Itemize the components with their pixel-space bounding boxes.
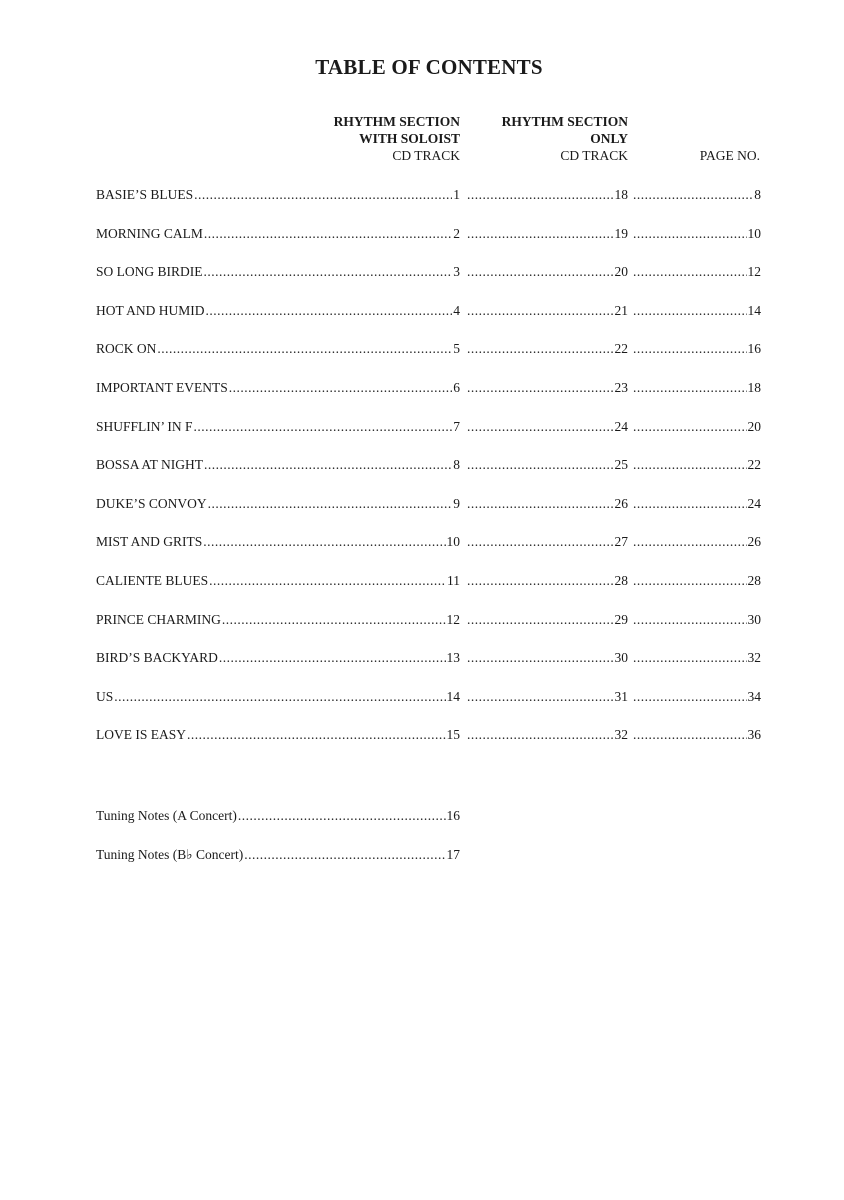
toc-row xyxy=(0,340,844,358)
toc-entry-title[interactable]: BIRD’S BACKYARD xyxy=(96,650,218,666)
toc-page-cell xyxy=(632,225,761,243)
dot-leader xyxy=(467,572,614,590)
toc-entry-title[interactable]: ROCK ON xyxy=(96,341,157,357)
dot-leader xyxy=(467,418,614,436)
rhythm-track-number: 26 xyxy=(614,495,628,511)
header-page xyxy=(640,147,760,164)
header-rhythm-line1: RHYTHM SECTION xyxy=(501,114,628,129)
toc-rhythm-cell xyxy=(466,726,628,744)
header-soloist xyxy=(280,113,460,164)
dot-leader xyxy=(467,456,614,474)
toc-soloist-cell xyxy=(96,649,460,667)
tuning-track-number: 17 xyxy=(446,847,460,862)
header-rhythm-line2: ONLY xyxy=(590,131,628,146)
tuning-entry-title[interactable]: Tuning Notes (B♭ Concert) xyxy=(96,847,244,862)
dot-leader xyxy=(219,649,446,667)
toc-page-cell xyxy=(632,302,761,320)
soloist-track-number: 3 xyxy=(453,264,460,280)
dot-leader xyxy=(467,533,614,551)
header-soloist-line2: WITH SOLOIST xyxy=(359,131,460,146)
toc-rhythm-cell xyxy=(466,688,628,706)
page-number: 26 xyxy=(747,534,761,550)
rhythm-track-number: 24 xyxy=(614,418,628,434)
toc-soloist-cell xyxy=(96,418,460,436)
tuning-cell xyxy=(96,807,460,825)
page-number: 24 xyxy=(747,495,761,511)
soloist-track-number: 14 xyxy=(446,688,460,704)
soloist-track-number: 5 xyxy=(453,341,460,357)
dot-leader xyxy=(194,186,452,204)
soloist-track-number: 2 xyxy=(453,225,460,241)
dot-leader xyxy=(467,225,614,243)
toc-soloist-cell xyxy=(96,533,460,551)
dot-leader xyxy=(633,726,747,744)
toc-row xyxy=(0,572,844,590)
header-rhythm xyxy=(448,113,628,164)
toc-entry-title[interactable]: PRINCE CHARMING xyxy=(96,611,221,627)
rhythm-track-number: 20 xyxy=(614,264,628,280)
toc-page-cell xyxy=(632,726,761,744)
rhythm-track-number: 32 xyxy=(614,727,628,743)
page-number: 34 xyxy=(747,688,761,704)
toc-entry-title[interactable]: HOT AND HUMID xyxy=(96,302,205,318)
dot-leader xyxy=(467,726,614,744)
toc-page-cell xyxy=(632,456,761,474)
dot-leader xyxy=(633,688,747,706)
toc-soloist-cell xyxy=(96,726,460,744)
toc-page-cell xyxy=(632,649,761,667)
soloist-track-number: 12 xyxy=(446,611,460,627)
toc-row xyxy=(0,263,844,281)
toc-page-cell xyxy=(632,572,761,590)
toc-page-cell xyxy=(632,340,761,358)
dot-leader xyxy=(633,611,747,629)
dot-leader xyxy=(467,688,614,706)
dot-leader xyxy=(633,533,747,551)
toc-rhythm-cell xyxy=(466,263,628,281)
toc-rhythm-cell xyxy=(466,572,628,590)
page-title: TABLE OF CONTENTS xyxy=(315,55,543,79)
toc-soloist-cell xyxy=(96,186,460,204)
dot-leader xyxy=(467,649,614,667)
tuning-row xyxy=(0,807,844,825)
toc-rhythm-cell xyxy=(466,418,628,436)
toc-entry-title[interactable]: SHUFFLIN’ IN F xyxy=(96,418,193,434)
toc-page-cell xyxy=(632,688,761,706)
page-number: 22 xyxy=(747,457,761,473)
dot-leader xyxy=(633,418,747,436)
page-number: 18 xyxy=(747,380,761,395)
toc-entry-title[interactable]: MIST AND GRITS xyxy=(96,534,203,550)
toc-rhythm-cell xyxy=(466,186,628,204)
toc-row xyxy=(0,688,844,706)
toc-soloist-cell xyxy=(96,688,460,706)
tuning-cell xyxy=(96,846,460,864)
toc-rhythm-cell xyxy=(466,611,628,629)
toc-rhythm-cell xyxy=(466,495,628,513)
dot-leader xyxy=(467,263,614,281)
toc-row xyxy=(0,649,844,667)
soloist-track-number: 11 xyxy=(447,573,460,588)
toc-rhythm-cell xyxy=(466,340,628,358)
rhythm-track-number: 30 xyxy=(614,650,628,666)
dot-leader xyxy=(467,186,614,204)
dot-leader xyxy=(633,572,747,590)
toc-soloist-cell xyxy=(96,225,460,243)
dot-leader xyxy=(633,379,747,397)
rhythm-track-number: 29 xyxy=(614,611,628,627)
toc-row xyxy=(0,302,844,320)
soloist-track-number: 10 xyxy=(446,534,460,550)
toc-soloist-cell xyxy=(96,572,460,590)
toc-row xyxy=(0,456,844,474)
dot-leader xyxy=(244,846,445,864)
toc-entry-title[interactable]: BOSSA AT NIGHT xyxy=(96,457,204,473)
header-soloist-line3: CD TRACK xyxy=(392,148,460,163)
dot-leader xyxy=(633,649,747,667)
dot-leader xyxy=(208,495,453,513)
soloist-track-number: 9 xyxy=(453,495,460,511)
toc-soloist-cell xyxy=(96,611,460,629)
page-number: 14 xyxy=(747,302,761,318)
toc-rhythm-cell xyxy=(466,533,628,551)
toc-entry-title[interactable]: SO LONG BIRDIE xyxy=(96,264,203,280)
toc-row xyxy=(0,533,844,551)
toc-soloist-cell xyxy=(96,263,460,281)
page-number: 28 xyxy=(747,573,761,588)
soloist-track-number: 15 xyxy=(446,727,460,743)
toc-page-cell xyxy=(632,418,761,436)
dot-leader xyxy=(467,611,614,629)
dot-leader xyxy=(222,611,446,629)
dot-leader xyxy=(194,418,453,436)
dot-leader xyxy=(633,225,747,243)
dot-leader xyxy=(467,340,614,358)
rhythm-track-number: 19 xyxy=(614,225,628,241)
toc-entry-title[interactable]: LOVE IS EASY xyxy=(96,727,186,743)
dot-leader xyxy=(204,263,453,281)
toc-soloist-cell xyxy=(96,495,460,513)
dot-leader xyxy=(633,340,747,358)
rhythm-track-number: 28 xyxy=(614,573,628,588)
toc-entry-title[interactable]: US xyxy=(96,688,114,704)
page-number: 36 xyxy=(747,727,761,743)
rhythm-track-number: 22 xyxy=(614,341,628,357)
page-number: 30 xyxy=(747,611,761,627)
dot-leader xyxy=(633,186,753,204)
soloist-track-number: 8 xyxy=(453,457,460,473)
toc-entry-title[interactable]: MORNING CALM xyxy=(96,225,203,241)
toc-row xyxy=(0,611,844,629)
toc-row xyxy=(0,186,844,204)
toc-rhythm-cell xyxy=(466,649,628,667)
toc-rhythm-cell xyxy=(466,379,628,397)
dot-leader xyxy=(229,379,453,397)
toc-page-cell xyxy=(632,263,761,281)
dot-leader xyxy=(633,495,747,513)
header-soloist-line1: RHYTHM SECTION xyxy=(333,114,460,129)
tuning-entry-title[interactable]: Tuning Notes (A Concert) xyxy=(96,808,237,823)
toc-soloist-cell xyxy=(96,302,460,320)
dot-leader xyxy=(467,495,614,513)
toc-row xyxy=(0,495,844,513)
dot-leader xyxy=(204,456,452,474)
rhythm-track-number: 27 xyxy=(614,534,628,550)
dot-leader xyxy=(633,263,747,281)
dot-leader xyxy=(203,533,445,551)
toc-entry-title[interactable]: BASIE’S BLUES xyxy=(96,187,194,202)
page-number: 12 xyxy=(747,264,761,280)
toc-rhythm-cell xyxy=(466,302,628,320)
toc-page-cell xyxy=(632,533,761,551)
page-number: 20 xyxy=(747,418,761,434)
dot-leader xyxy=(467,302,614,320)
toc-soloist-cell xyxy=(96,456,460,474)
toc-entry-title[interactable]: IMPORTANT EVENTS xyxy=(96,380,228,395)
toc-page-cell xyxy=(632,379,761,397)
toc-row xyxy=(0,225,844,243)
dot-leader xyxy=(633,456,747,474)
header-page-line1: PAGE NO. xyxy=(699,148,760,163)
rhythm-track-number: 21 xyxy=(614,302,628,318)
header-rhythm-line3: CD TRACK xyxy=(560,148,628,163)
toc-entry-title[interactable]: DUKE’S CONVOY xyxy=(96,495,207,511)
soloist-track-number: 7 xyxy=(453,418,460,434)
tuning-track-number: 16 xyxy=(446,808,460,823)
toc-soloist-cell xyxy=(96,379,460,397)
rhythm-track-number: 23 xyxy=(614,380,628,395)
toc-row xyxy=(0,379,844,397)
rhythm-track-number: 25 xyxy=(614,457,628,473)
toc-row xyxy=(0,418,844,436)
page-number: 16 xyxy=(747,341,761,357)
toc-row xyxy=(0,726,844,744)
dot-leader xyxy=(633,302,747,320)
page-number: 10 xyxy=(747,225,761,241)
rhythm-track-number: 31 xyxy=(614,688,628,704)
toc-page-cell xyxy=(632,186,761,204)
dot-leader xyxy=(206,302,453,320)
tuning-row xyxy=(0,846,844,864)
toc-rhythm-cell xyxy=(466,225,628,243)
toc-page-cell xyxy=(632,611,761,629)
dot-leader xyxy=(467,379,614,397)
dot-leader xyxy=(114,688,445,706)
rhythm-track-number: 18 xyxy=(614,187,628,202)
dot-leader xyxy=(187,726,446,744)
soloist-track-number: 6 xyxy=(453,380,460,395)
toc-entry-title[interactable]: CALIENTE BLUES xyxy=(96,573,209,588)
toc-page-cell xyxy=(632,495,761,513)
soloist-track-number: 4 xyxy=(453,302,460,318)
dot-leader xyxy=(209,572,446,590)
page-number: 32 xyxy=(747,650,761,666)
toc-rhythm-cell xyxy=(466,456,628,474)
toc-soloist-cell xyxy=(96,340,460,358)
soloist-track-number: 13 xyxy=(446,650,460,666)
dot-leader xyxy=(238,807,446,825)
page-number: 8 xyxy=(754,187,761,202)
dot-leader xyxy=(157,340,452,358)
soloist-track-number: 1 xyxy=(453,187,460,202)
dot-leader xyxy=(204,225,452,243)
